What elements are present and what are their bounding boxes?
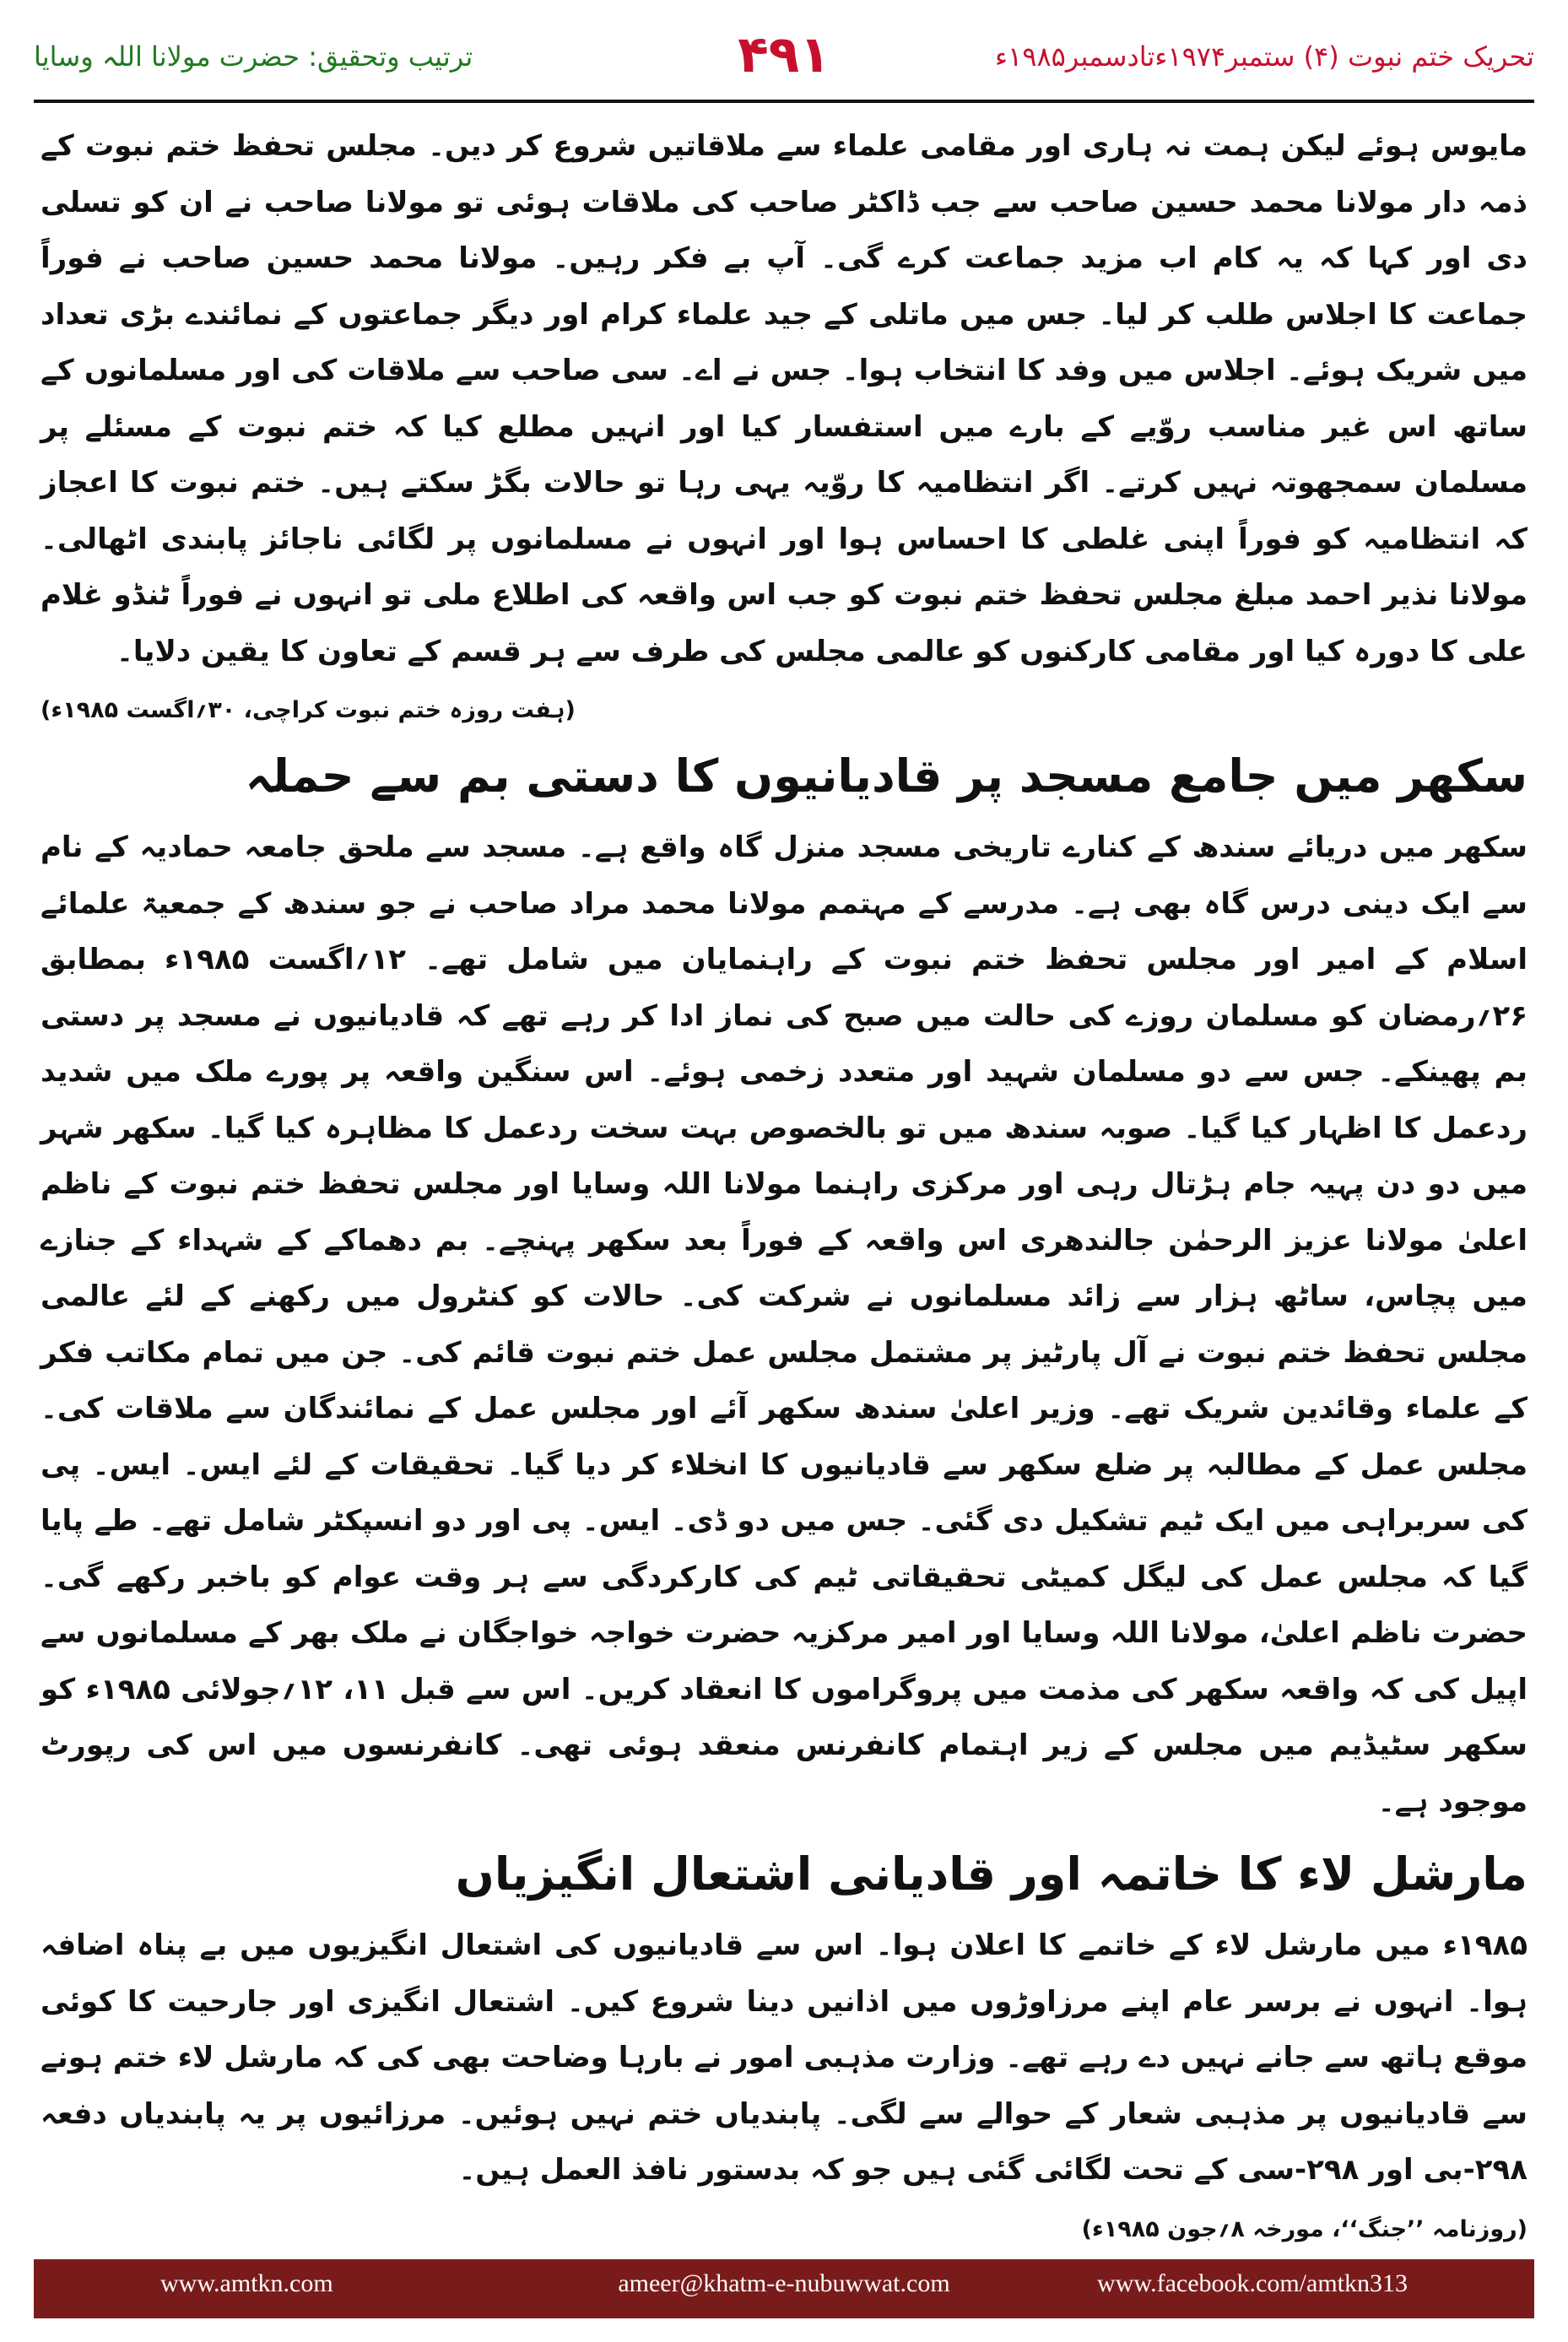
page-number: ۴۹۱ (738, 25, 830, 84)
footer-email-link[interactable]: ameer@khatm-e-nubuwwat.com (618, 2269, 950, 2297)
heading-sukkur-attack: سکھر میں جامع مسجد پر قادیانیوں کا دستی بم سے حملہ (245, 749, 1527, 803)
page-footer (34, 2259, 1534, 2318)
header-divider (34, 100, 1534, 103)
citation-daily-jang: (روزنامہ ’’جنگ‘‘، مورخہ ۸؍جون ۱۹۸۵ء) (1081, 2215, 1527, 2242)
paragraph-sukkur-attack: سکھر میں دریائے سندھ کے کنارے تاریخی مسجد منزل گاہ واقع ہے۔ مسجد سے ملحق جامعہ حمادیہ کے نام سے ایک دینی درس گاہ بھی ہے۔ مدرسے کے مہتمم مولانا محمد مراد صاحب نے جو سندھ کے جمعیۃ علمائے اسلام کے امیر اور مجلس تحفظ ختم نبوت کے راہنمایان میں شامل تھے۔ ۱۲؍اگست ۱۹۸۵ء بمطابق ۲۶؍رمضان کو مسلمان روزے کی حالت میں صبح کی نماز ادا کر رہے تھے کہ قادیانیوں نے مسجد پر دستی بم پھینکے۔ جس سے دو مسلمان شہید اور متعدد زخمی ہوئے۔ اس سنگین واقعہ پر پورے ملک میں شدید ردعمل کا اظہار کیا گیا۔ صوبہ سندھ میں تو بالخصوص بہت سخت ردعمل کا مظاہرہ کیا گیا۔ سکھر شہر میں دو دن پہیہ جام ہڑتال رہی اور مرکزی راہنما مولانا اللہ وسایا اور مجلس تحفظ ختم نبوت کے ناظم اعلیٰ مولانا عزیز الرحمٰن جالندھری اس واقعہ کے فوراً بعد سکھر پہنچے۔ بم دھماکے کے شہداء کے جنازے میں پچاس، ساٹھ ہزار سے زائد مسلمانوں نے شرکت کی۔ حالات کو کنٹرول میں رکھنے کے لئے عالمی مجلس تحفظ ختم نبوت نے آل پارٹیز پر مشتمل مجلس عمل ختم نبوت قائم کی۔ جن میں تمام مکاتب فکر کے علماء وقائدین شریک تھے۔ وزیر اعلیٰ سندھ سکھر آئے اور مجلس عمل کے نمائندگان سے ملاقات کی۔ مجلس عمل کے مطالبہ پر ضلع سکھر سے قادیانیوں کا انخلاء کر دیا گیا۔ تحقیقات کے لئے ایس۔ ایس۔ پی کی سربراہی میں ایک ٹیم تشکیل دی گئی۔ جس میں دو ڈی۔ ایس۔ پی اور دو انسپکٹر شامل تھے۔ طے پایا گیا کہ مجلس عمل کی لیگل کمیٹی تحقیقاتی ٹیم کی کارکردگی سے ہر وقت عوام کو باخبر رکھے گی۔ حضرت ناظم اعلیٰ، مولانا اللہ وسایا اور امیر مرکزیہ حضرت خواجہ خواجگان نے ملک بھر کے مسلمانوں سے اپیل کی کہ واقعہ سکھر کی مذمت میں پروگراموں کا انعقاد کریں۔ اس سے قبل ۱۱، ۱۲؍جولائی ۱۹۸۵ء کو سکھر سٹیڈیم میں مجلس کے زیر اہتمام کانفرنس منعقد ہوئی تھی۔ کانفرنسوں میں اس کی رپورٹ موجود ہے۔ (41, 830, 1527, 1819)
citation-khatm-e-nubuwwat-weekly: (ہفت روزہ ختم نبوت کراچی، ۳۰؍اگست ۱۹۸۵ء) (41, 697, 576, 723)
footer-website-link[interactable]: www.amtkn.com (160, 2269, 333, 2297)
paragraph-martial-law-end: ۱۹۸۵ء میں مارشل لاء کے خاتمے کا اعلان ہوا۔ اس سے قادیانیوں کی اشتعال انگیزیوں میں بے پناہ اضافہ ہوا۔ انہوں نے برسر عام اپنے مرزاوڑوں میں اذانیں دینا شروع کیں۔ اشتعال انگیزی اور جارحیت کا کوئی موقع ہاتھ سے جانے نہیں دے رہے تھے۔ وزارت مذہبی امور نے بارہا وضاحت بھی کی کہ مارشل لاء ختم ہونے سے قادیانیوں پر مذہبی شعار کے حوالے سے لگی۔ پابندیاں ختم نہیں ہوئیں۔ مرزائیوں پر یہ پابندیاں دفعہ ۲۹۸-بی اور ۲۹۸-سی کے تحت لگائی گئی ہیں جو کہ بدستور نافذ العمل ہیں۔ (41, 1928, 1527, 2187)
header-book-title: تحریک ختم نبوت (۴) ستمبر۱۹۷۴ءتادسمبر۱۹۸۵ء (995, 41, 1534, 73)
heading-martial-law-end: مارشل لاء کا خاتمہ اور قادیانی اشتعال انگیزیاں (455, 1847, 1527, 1901)
footer-facebook-link[interactable]: www.facebook.com/amtkn313 (1097, 2269, 1408, 2297)
page-header (34, 25, 1534, 93)
header-compiler: ترتیب وتحقیق: حضرت مولانا اللہ وسایا (34, 41, 473, 73)
paragraph-matli: مایوس ہوئے لیکن ہمت نہ ہاری اور مقامی علماء سے ملاقاتیں شروع کر دیں۔ مجلس تحفظ ختم نبوت کے ذمہ دار مولانا محمد حسین صاحب سے جب ڈاکٹر صاحب کی ملاقات ہوئی تو مولانا صاحب نے ان کو تسلی دی اور کہا کہ یہ کام اب مزید جماعت کرے گی۔ آپ بے فکر رہیں۔ مولانا محمد حسین صاحب نے فوراً جماعت کا اجلاس طلب کر لیا۔ جس میں ماتلی کے جید علماء کرام اور دیگر جماعتوں کے نمائندے بڑی تعداد میں شریک ہوئے۔ اجلاس میں وفد کا انتخاب ہوا۔ جس نے اے۔ سی صاحب سے ملاقات کی اور مسلمانوں کے ساتھ اس غیر مناسب روّیے کے بارے میں استفسار کیا اور انہیں مطلع کیا کہ ختم نبوت کے مسئلے پر مسلمان سمجھوتہ نہیں کرتے۔ اگر انتظامیہ کا روّیہ یہی رہا تو حالات بگڑ سکتے ہیں۔ ختم نبوت کا اعجاز کہ انتظامیہ کو فوراً اپنی غلطی کا احساس ہوا اور انہوں نے مسلمانوں پر لگائی ناجائز پابندی اٹھالی۔ مولانا نذیر احمد مبلغ مجلس تحفظ ختم نبوت کو جب اس واقعہ کی اطلاع ملی تو انہوں نے فوراً ٹنڈو غلام علی کا دورہ کیا اور مقامی کارکنوں کو عالمی مجلس کی طرف سے ہر قسم کے تعاون کا یقین دلایا۔ (41, 129, 1527, 668)
page-body (41, 118, 1527, 2242)
